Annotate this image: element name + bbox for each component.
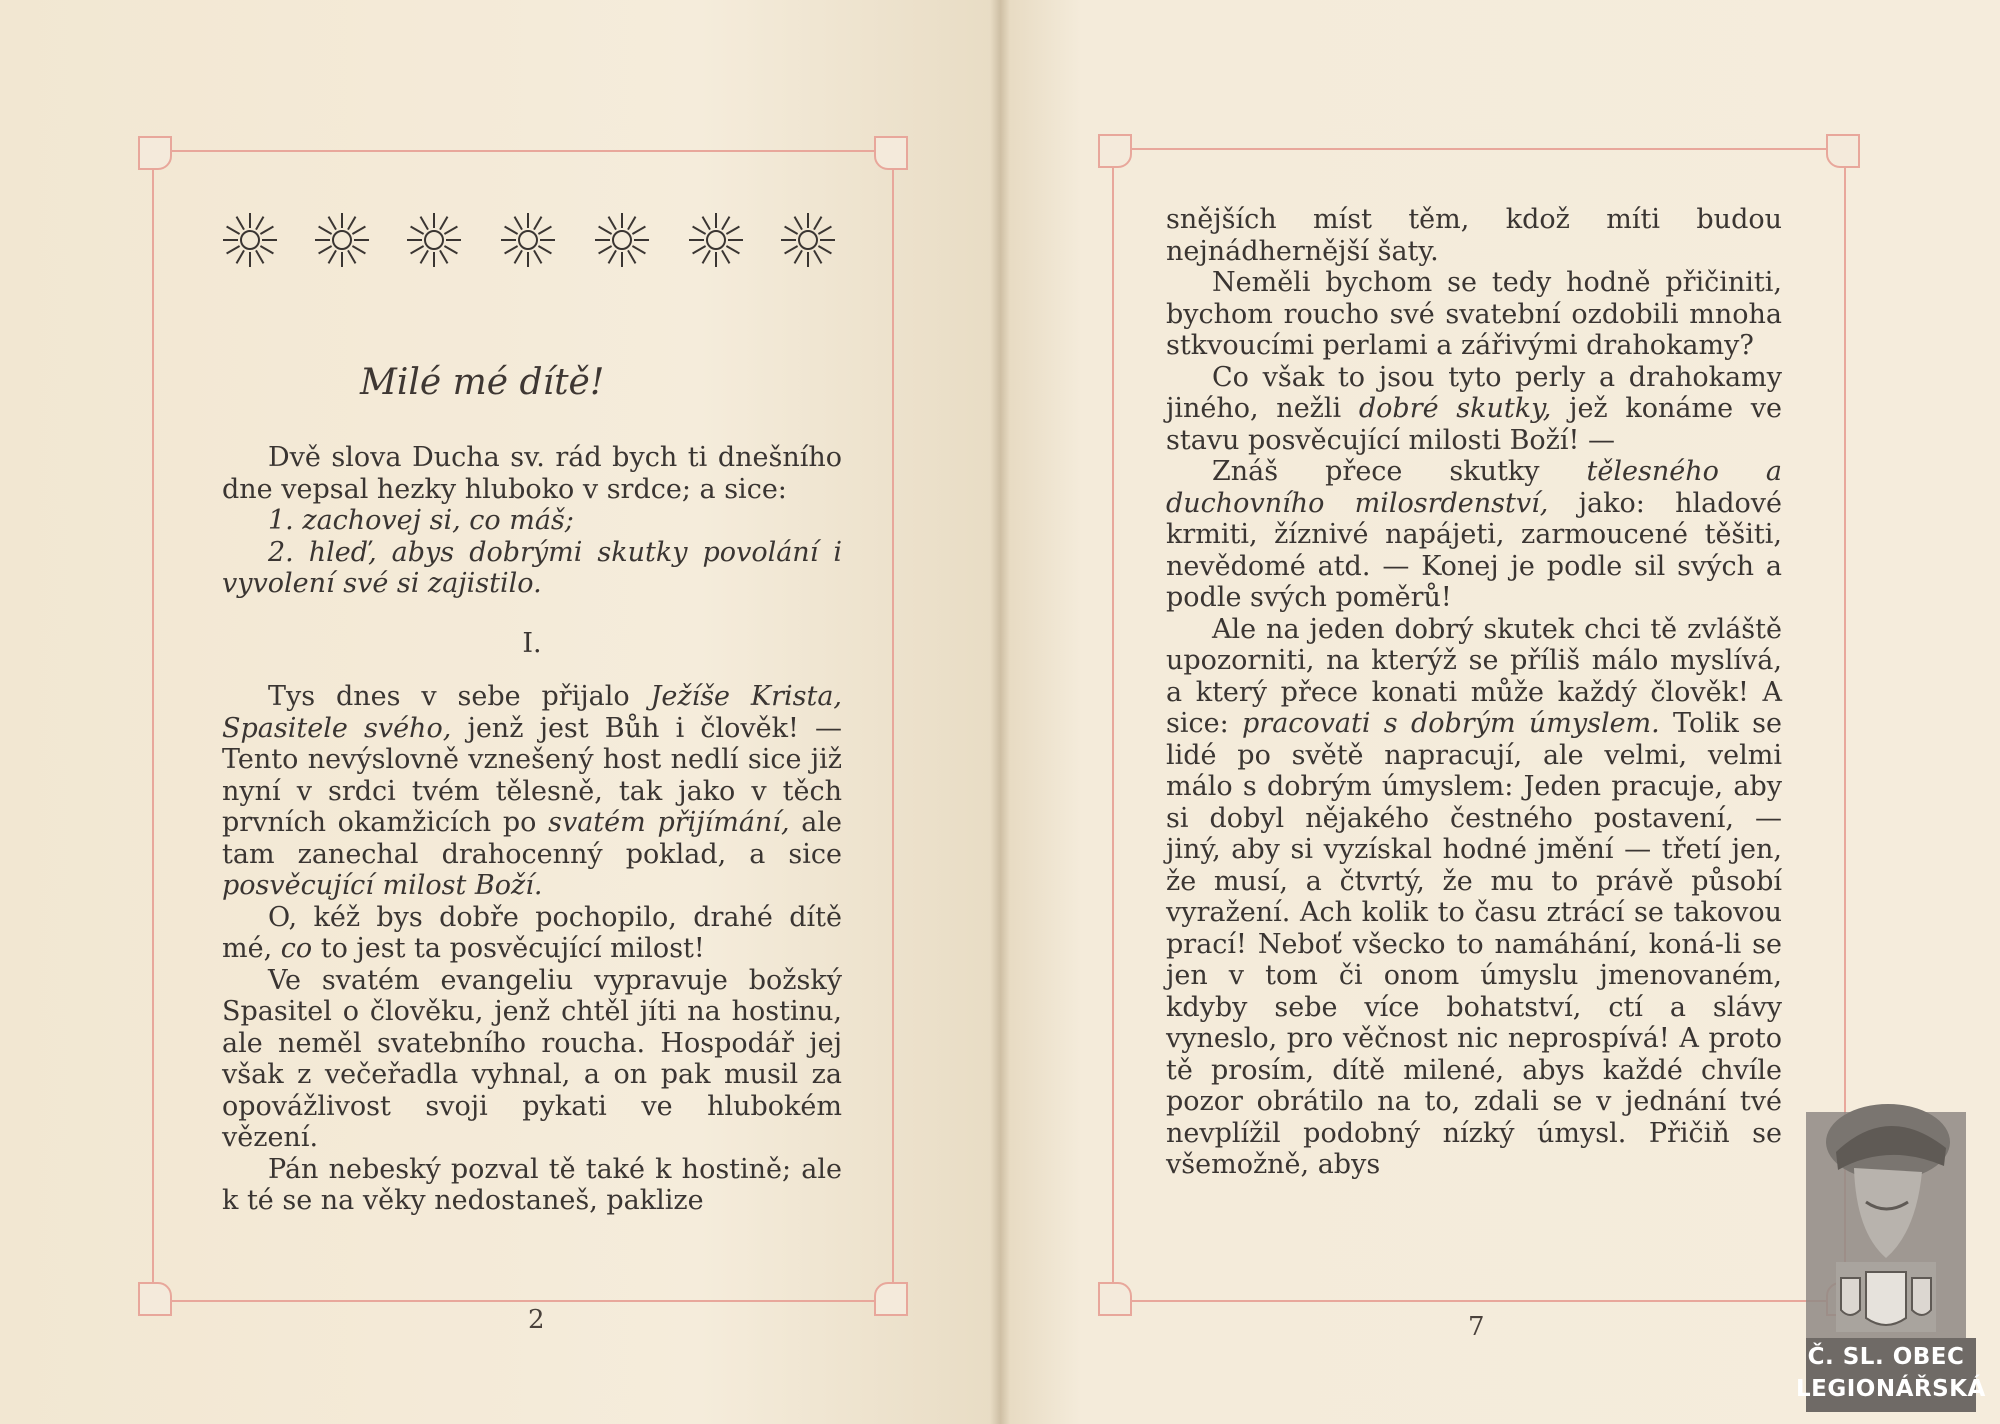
list-item: 1. zachovej si, co máš; bbox=[268, 505, 574, 536]
section-numeral: I. bbox=[522, 627, 542, 659]
page-number: 2 bbox=[528, 1305, 545, 1335]
stamp-line-2: LEGIONÁŘSKÁ bbox=[1796, 1376, 1986, 1402]
gutter-fold bbox=[990, 0, 1010, 1424]
sun-asterisk-icon bbox=[498, 210, 558, 270]
sun-asterisk-icon bbox=[220, 210, 280, 270]
list-item: 2. hleď, abys dobrými skutky povolání i vyvolení své si zajistilo. bbox=[222, 536, 842, 599]
paragraph: Neměli bychom se tedy hodně přičiniti, bychom roucho své svatební ozdobili mnoha stkvoucími perlami a zářivými drahokamy? bbox=[1166, 267, 1782, 361]
page-number: 7 bbox=[1468, 1312, 1485, 1342]
paragraph: Tys dnes v sebe přijalo Ježíše Krista, Spasitele svého, jenž jest Bůh i člověk! — Tento nevýslovně vznešený host nedlí sice již nyní v srdci tvém tělesně, tak jako v těch prvních okamžicích po svatém přijímání, ale tam zanechal drahocenný poklad, a sice posvěcující milost Boží. bbox=[222, 681, 842, 901]
stamp-line-1: Č. SL. OBEC bbox=[1807, 1344, 1965, 1370]
greeting-heading: Milé mé dítě! bbox=[360, 362, 605, 403]
paragraph: Co však to jsou tyto perly a drahokamy jiného, nežli dobré skutky, jež konáme ve stavu posvěcující milosti Boží! — bbox=[1166, 361, 1782, 456]
ornament-row bbox=[220, 210, 850, 280]
sun-asterisk-icon bbox=[686, 210, 746, 270]
sun-asterisk-icon bbox=[778, 210, 838, 270]
paragraph: Ale na jeden dobrý skutek chci tě zvláště upozorniti, na kterýž se příliš málo myslívá, a který přece konati může každý člověk! A sice: pracovati s dobrým úmyslem. Tolik se lidé po světě napracují, ale velmi, velmi málo s dobrým úmyslem: Jeden pracuje, aby si dobyl nějakého čestného postavení, — jiný, aby si vyzískal hodné jmění — třetí jen, že musí, a čtvrtý, že mu to právě působí vyražení. Ach kolik to času ztrácí se takovou prací! Neboť všecko to namáhání, koná-li se jen v tom či onom úmyslu jmenovaném, kdyby sebe více bohatství, ctí a slávy vyneslo, pro věčnost nic neprospívá! A proto tě prosím, dítě milené, abys každé chvíle pozor obrátilo na to, zdali se v jednání tvé nevplížil podobný nízký úmysl. Přičiň se všemožně, abys bbox=[1166, 613, 1782, 1180]
paragraph: O, kéž bys dobře pochopilo, drahé dítě mé, co to jest ta posvěcující milost! bbox=[222, 901, 842, 964]
paragraph: Dvě slova Ducha sv. rád bych ti dnešního dne vepsal hezky hluboko v srdce; a sice: bbox=[222, 442, 842, 505]
sun-asterisk-icon bbox=[592, 210, 652, 270]
paragraph: Ve svatém evangeliu vypravuje božský Spasitel o člověku, jenž chtěl jíti na hostinu, ale neměl svatebního roucha. Hospodář jej však z večeřadla vyhnal, a on pak musil za opovážlivost svoji pykati ve hlubokém vězení. bbox=[222, 964, 842, 1153]
paragraph: snějších míst těm, kdož míti budou nejnádhernější šaty. bbox=[1166, 204, 1782, 267]
right-page-text bbox=[1166, 204, 1782, 1181]
paragraph: Pán nebeský pozval tě také k hostině; ale k té se na věky nedostaneš, paklize bbox=[222, 1153, 842, 1216]
paragraph: Znáš přece skutky tělesného a duchovního milosrdenství, jako: hladové krmiti, žíznivé napájeti, zarmoucené těšiti, nevědomé atd. — Konej je podle sil svých a podle svých poměrů! bbox=[1166, 456, 1782, 613]
sun-asterisk-icon bbox=[312, 210, 372, 270]
left-page-text bbox=[222, 442, 842, 1217]
watermark-stamp bbox=[1796, 1082, 1986, 1412]
sun-asterisk-icon bbox=[404, 210, 464, 270]
